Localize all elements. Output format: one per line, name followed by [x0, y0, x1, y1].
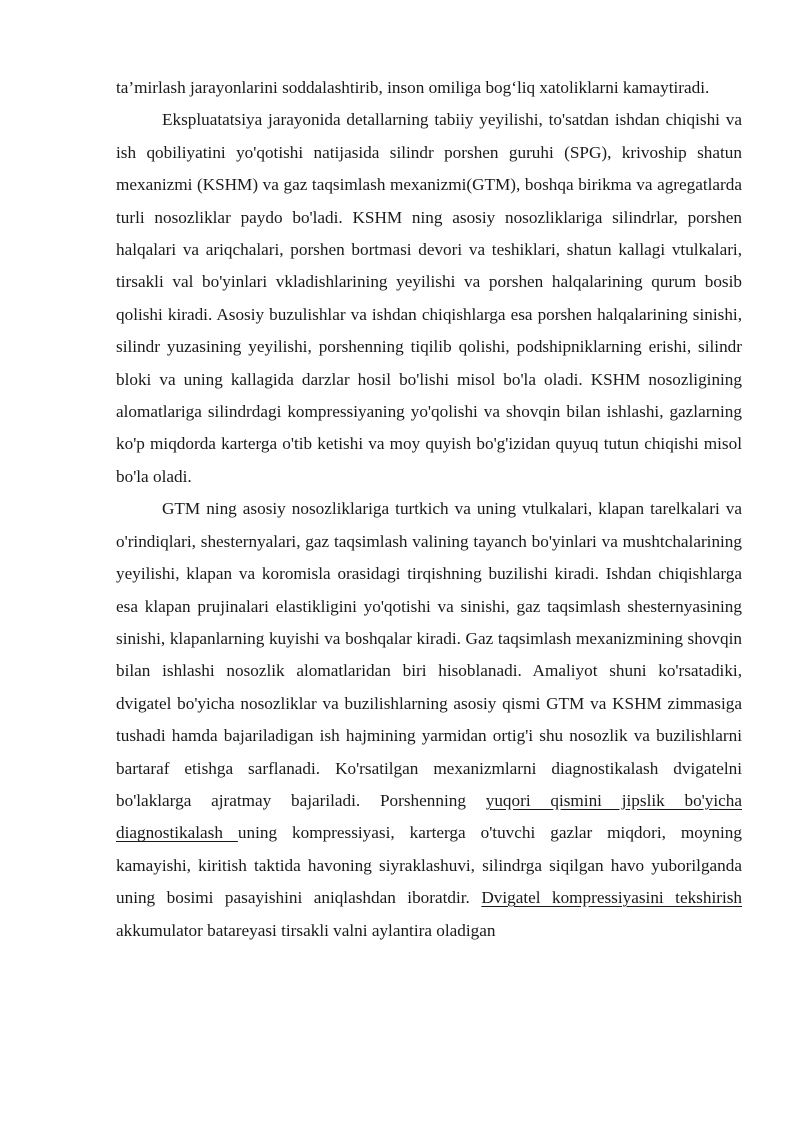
- paragraph-1-text: ta’mirlash jarayonlarini soddalashtirib, inson omiliga bog‘liq xatoliklarni kamaytiradi.: [116, 78, 710, 97]
- underlined-phrase-kompressiya-tekshirish: Dvigatel kompressiyasini tekshirish: [481, 888, 743, 908]
- paragraph-3-text-b: uning kompressiyasi, karterga o'tuvchi gazlar miqdori, moyning kamayishi, kiritish taktida havoning siyraklashuvi, silindrga siqilgan havo yuborilganda uning bosimi pasayishini aniqlashdan iboratdir.: [116, 823, 742, 908]
- paragraph-1: [116, 72, 742, 104]
- underlined-phrase-jipslik-diagnostikasi: yuqori qismini jipslik bo'yicha diagnostikalash: [116, 790, 742, 843]
- paragraph-3-text-a: GTM ning asosiy nosozliklariga turtkich va uning vtulkalari, klapan tarelkalari va o'rindiqlari, shesternyalari, gaz taqsimlash valining tayanch bo'yinlari va mushtchalarining yeyilishi, klapan va koromisla orasidagi tirqishning buzilishi kiradi. Ishdan chiqishlarga esa klapan prujinalari elastikligini yo'qotishi va sinishi, gaz taqsimlash shesternyasining sinishi, klapanlarning kuyishi va boshqalar kiradi. Gaz taqsimlash mexanizmining shovqin bilan ishlashi nosozlik alomatlaridan biri hisoblanadi. Amaliyot shuni ko'rsatadiki, dvigatel bo'yicha nosozliklar va buzilishlarning asosiy qismi GTM va KSHM zimmasiga tushadi hamda bajariladigan ish hajmining yarmidan ortig'i shu nosozlik va buzilishlarni bartaraf etishga sarflanadi. Ko'rsatilgan mexanizmlarni diagnostikalash dvigatelni bo'laklarga ajratmay bajariladi. Porshenning: [116, 499, 742, 810]
- paragraph-3-text-c: akkumulator batareyasi tirsakli valni aylantira oladigan: [116, 920, 496, 940]
- document-page: [116, 72, 742, 947]
- paragraph-3: [116, 493, 742, 947]
- paragraph-2-text: Ekspluatatsiya jarayonida detallarning tabiiy yeyilishi, to'satdan ishdan chiqishi va ish qobiliyatini yo'qotishi natijasida silindr porshen guruhi (SPG), krivoship shatun mexanizmi (KSHM) va gaz taqsimlash mexanizmi(GTM), boshqa birikma va agregatlarda turli nosozliklar paydo bo'ladi. KSHM ning asosiy nosozliklariga silindrlar, porshen halqalari va ariqchalari, porshen bortmasi devori va teshiklari, shatun kallagi vtulkalari, tirsakli val bo'yinlari vkladishlarining yeyilishi va porshen halqalarining qurum bosib qolishi kiradi. Asosiy buzulishlar va ishdan chiqishlarga esa porshen halqalarining sinishi, silindr yuzasining yeyilishi, porshenning tiqilib qolishi, podshipniklarning erishi, silindr bloki va uning kallagida darzlar hosil bo'lishi misol bo'la oladi. KSHM nosozligining alomatlariga silindrdagi kompressiyaning yo'qolishi va shovqin bilan ishlashi, gazlarning ko'p miqdorda karterga o'tib ketishi va moy quyish bo'g'izidan quyuq tutun chiqishi misol bo'la oladi.: [116, 110, 742, 486]
- paragraph-2: [116, 104, 742, 493]
